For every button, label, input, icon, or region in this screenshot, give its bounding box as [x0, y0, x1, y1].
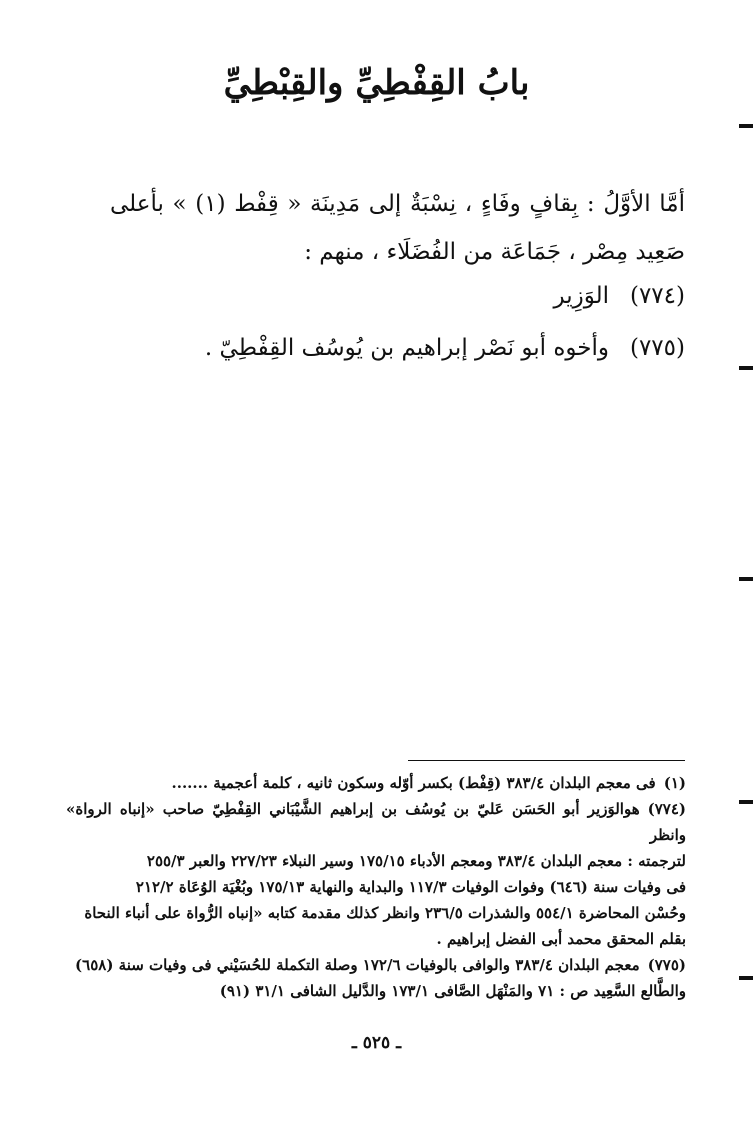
footnote-line: بقلم المحقق محمد أبى الفضل إبراهيم . [436, 930, 686, 948]
footnote-line: فى معجم البلدان ٣٨٣/٤ (قِفْط) بكسر أوّله وسكون ثانيه ، كلمة أعجمية ....... [171, 774, 656, 792]
intro-paragraph: أمَّا الأوَّلُ : بِقافٍ وفَاءٍ ، نِسْبَةٌ إلى مَدِينَة « قِفْط (١) » بأعلى صَعِيد مِصْر ، جَمَاعَة من الفُضَلَاء ، منهم : [110, 191, 685, 265]
footnotes [66, 770, 686, 1004]
footnote-number: (٧٧٥) [647, 956, 686, 974]
margin-mark [739, 366, 753, 370]
margin-mark [739, 577, 753, 581]
footnote-line: هوالوَزير أبو الحَسَن عَليّ بن يُوسُف بن إبراهيم الشَّيْبَاني القِفْطِيّ صاحب «إنباه الرواة» وانظر [66, 800, 686, 844]
chapter-title: بابُ القِفْطِيِّ والقِبْطِيِّ [223, 63, 530, 103]
footnote-line: معجم البلدان ٣٨٣/٤ والوافى بالوفيات ١٧٢/٦ وصلة التكملة للحُسَيْني فى وفيات سنة (٦٥٨) [75, 956, 640, 974]
margin-mark [739, 976, 753, 980]
page-number: ـ ٥٢٥ ـ [351, 1033, 402, 1053]
margin-mark [739, 800, 753, 804]
entry-text: الوَزِير [553, 283, 609, 309]
footnote-line: فى وفيات سنة (٦٤٦) وفوات الوفيات ١١٧/٣ والبداية والنهاية ١٧٥/١٣ وبُغْيَة الوُعَاة ٢١٢/٢ [135, 878, 686, 896]
entry-text: وأخوه أبو نَصْر إبراهيم بن يُوسُف القِفْطِيّ . [204, 335, 609, 361]
footnote-1 [66, 770, 686, 796]
entry-number: (٧٧٥) [629, 335, 685, 361]
footnote-775 [66, 952, 686, 1004]
footnote-line: وحُسْن المحاضرة ٥٥٤/١ والشذرات ٢٣٦/٥ وانظر كذلك مقدمة كتابه «إنباه الرُّواة على أنباء النحاة [84, 904, 686, 922]
footnote-number: (٧٧٤) [647, 800, 686, 818]
footnote-number: (١) [663, 774, 686, 792]
footnote-774 [66, 796, 686, 952]
entry-number: (٧٧٤) [629, 283, 685, 309]
footnote-line: والطَّالع السَّعِيد ص : ٧١ والمَنْهَل الصَّافى ١٧٣/١ والدَّليل الشافى ٣١/١ (٩١) [219, 982, 686, 1000]
entry-775 [110, 328, 685, 368]
footnote-line: لترجمته : معجم البلدان ٣٨٣/٤ ومعجم الأدباء ١٧٥/١٥ وسير النبلاء ٢٢٧/٢٣ والعبر ٢٥٥/٣ [146, 852, 686, 870]
margin-mark [739, 124, 753, 128]
footnote-separator [408, 760, 685, 761]
entry-774 [110, 276, 685, 316]
